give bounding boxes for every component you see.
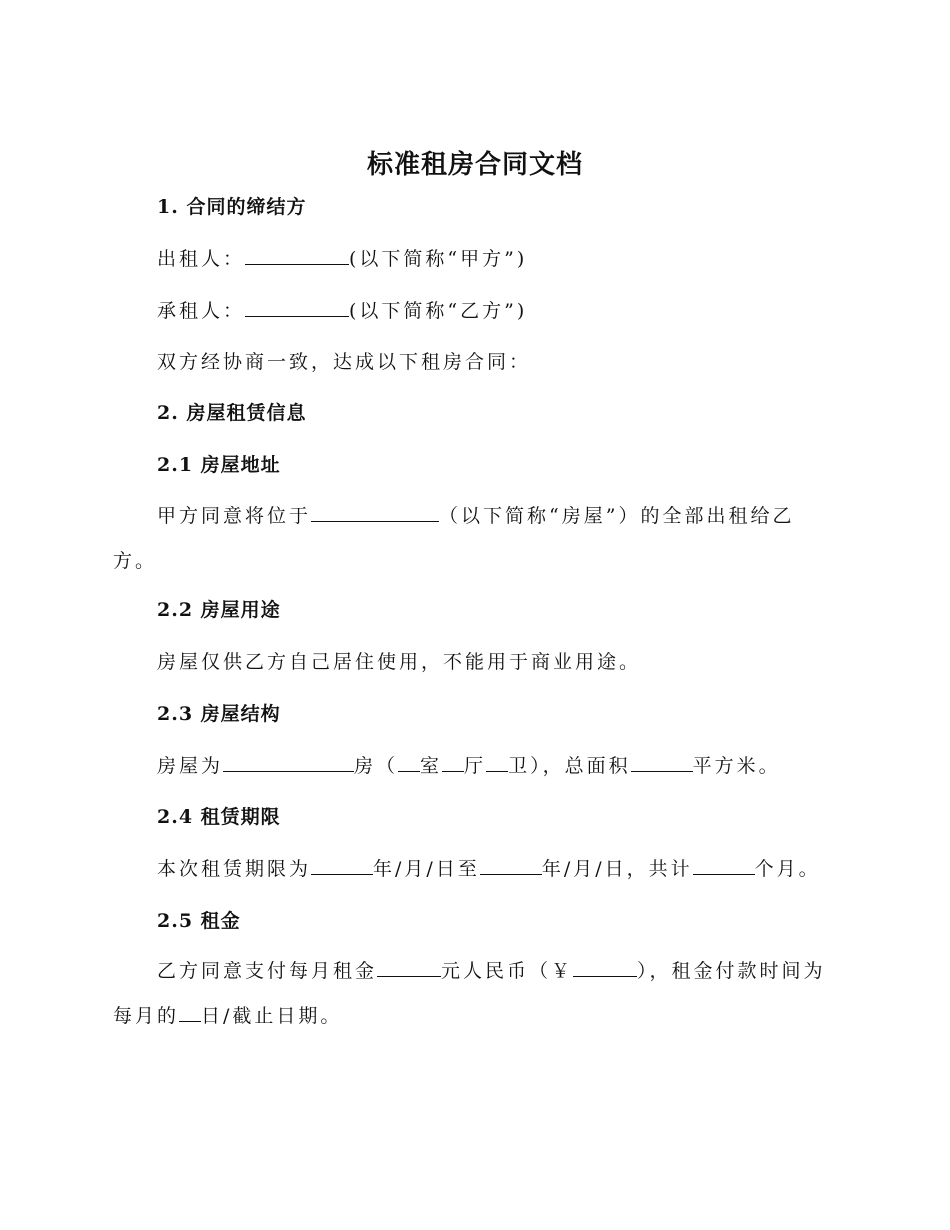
section-2-1-heading: 2.1 房屋地址: [157, 454, 281, 476]
halls-blank[interactable]: [442, 752, 464, 772]
section-2-2-heading: 2.2 房屋用途: [157, 599, 281, 621]
structure-text-6: 平方米。: [692, 755, 781, 777]
lessee-line: [157, 297, 527, 325]
rent-text-3: ），租金付款时间为每月的: [113, 960, 826, 1027]
lessor-name-blank[interactable]: [245, 245, 349, 265]
structure-text-2: 房（: [354, 755, 399, 777]
section-1-heading: 1. 合同的缔结方: [157, 196, 307, 218]
start-date-blank[interactable]: [311, 855, 373, 875]
section-2-4-heading: 2.4 租赁期限: [157, 806, 281, 828]
term-text-4: 个月。: [754, 858, 821, 880]
usage-text: 房屋仅供乙方自己居住使用，不能用于商业用途。: [157, 651, 642, 673]
address-text-after: （以下简称“房屋”）的全部出租给乙方。: [113, 505, 795, 572]
address-blank[interactable]: [311, 502, 439, 522]
lessor-line: [157, 245, 527, 273]
section-2-5-heading: 2.5 租金: [157, 910, 241, 932]
section-2-heading: 2. 房屋租赁信息: [157, 402, 307, 424]
lessee-label: 承租人：: [157, 300, 246, 322]
rent-text-4: 日/截止日期。: [201, 1005, 343, 1027]
address-text-before: 甲方同意将位于: [157, 505, 312, 527]
rooms-blank[interactable]: [398, 752, 420, 772]
structure-text-5: 卫），总面积: [508, 755, 631, 777]
document-title: 标准租房合同文档: [366, 150, 583, 180]
lessee-name-blank[interactable]: [245, 297, 349, 317]
structure-text-4: 厅: [464, 755, 487, 777]
house-type-blank[interactable]: [223, 752, 354, 772]
section-2-3-heading: 2.3 房屋结构: [157, 703, 281, 725]
structure-line: [157, 752, 781, 780]
rent-paragraph: [113, 949, 838, 1039]
structure-text-3: 室: [420, 755, 443, 777]
payment-day-blank[interactable]: [179, 1002, 201, 1022]
rent-amount-figures-blank[interactable]: [573, 957, 637, 977]
structure-text-1: 房屋为: [157, 755, 224, 777]
lessee-suffix: (以下简称“乙方”): [349, 300, 528, 322]
rent-text-1: 乙方同意支付每月租金: [157, 960, 378, 982]
lessor-label: 出租人：: [157, 248, 246, 270]
months-blank[interactable]: [693, 855, 755, 875]
area-blank[interactable]: [631, 752, 693, 772]
rent-amount-blank[interactable]: [377, 957, 441, 977]
address-paragraph: [113, 494, 838, 584]
lessor-suffix: (以下简称“甲方”): [349, 248, 528, 270]
agreement-intro: 双方经协商一致，达成以下租房合同：: [157, 351, 532, 373]
term-text-3: 年/月/日，共计: [541, 858, 693, 880]
rent-text-2: 元人民币（￥: [441, 960, 574, 982]
term-text-2: 年/月/日至: [373, 858, 480, 880]
term-line: [157, 855, 821, 883]
baths-blank[interactable]: [486, 752, 508, 772]
end-date-blank[interactable]: [480, 855, 542, 875]
term-text-1: 本次租赁期限为: [157, 858, 312, 880]
